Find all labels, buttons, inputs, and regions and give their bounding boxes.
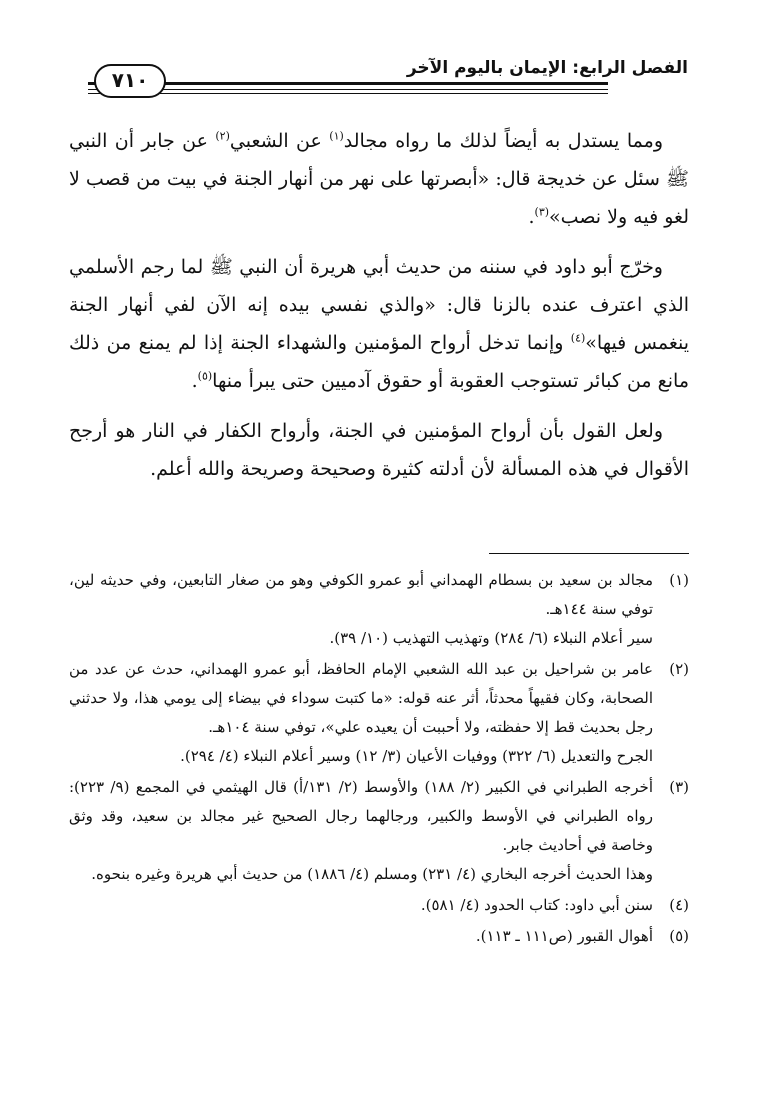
header-rule-thin [88,89,608,90]
text-run: . [528,206,535,228]
footnote-1 [69,566,689,653]
footnote-text: أهوال القبور (ص١١١ ـ ١١٣). [475,927,653,945]
footnote-2 [69,655,689,771]
chapter-title: الفصل الرابع: الإيمان باليوم الآخر [406,58,688,78]
footnote-ref-2[interactable]: (٢) [215,129,230,143]
text-run: وخرّج أبو داود في سننه من حديث أبي هريرة أن النبي ﷺ لما رجم الأسلمي الذي اعترف عنده بالزنا قال: «والذي نفسي بيده إنه الآن لفي أنهار الجنة ينغمس فيها» [69,256,690,354]
footnote-number: (٣) [669,778,689,796]
footnote-number: (٥) [669,927,689,945]
header-rule [88,82,608,85]
footnotes [69,566,689,953]
main-text [69,122,689,500]
text-run: ومما يستدل به أيضاً لذلك ما رواه مجالد [343,130,663,152]
paragraph-1 [69,122,689,236]
text-run: عن جابر أن النبي ﷺ سئل عن خديجة قال: «أبصرتها على نهر من أنهار الجنة في بيت من قصب لا لغو فيه ولا نصب» [69,130,689,228]
text-run: عن الشعبي [229,130,330,152]
footnote-text: عامر بن شراحيل بن عبد الله الشعبي الإمام الحافظ، أبو عمرو الهمداني، حدث عن عدد من الصحابة، وكان فقيهاً محدثاً، أثر عنه قوله: «ما كتبت سوداء في بيضاء إلى يومي هذا، ولا حدثني رجل بحديث قط إلا حفظته، ولا أحببت أن يعيده علي»، توفي سنة ١٠٤هـ. [69,660,653,736]
footnote-ref-4[interactable]: (٤) [570,331,586,345]
footnote-number: (٢) [669,660,689,678]
footnote-number: (١) [669,571,689,589]
page-header [88,52,688,98]
paragraph-2 [69,248,689,400]
footnote-ref-5[interactable]: (٥) [197,369,213,383]
footnote-text: سنن أبي داود: كتاب الحدود (٤/ ٥٨١). [420,896,653,914]
footnote-3 [69,773,689,889]
footnote-text: وهذا الحديث أخرجه البخاري (٤/ ٢٣١) ومسلم (٤/ ١٨٨٦) من حديث أبي هريرة وغيره بنحوه. [91,865,653,883]
footnote-text: سير أعلام النبلاء (٦/ ٢٨٤) وتهذيب التهذيب (١٠/ ٣٩). [329,629,653,647]
footnote-ref-3[interactable]: (٣) [534,205,550,219]
footnote-ref-1[interactable]: (١) [329,129,344,143]
text-run: وإنما تدخل أرواح المؤمنين والشهداء الجنة إذا لم يمنع من ذلك مانع من كبائر تستوجب العقوبة أو حقوق آدميين حتى يبرأ منها [69,332,689,392]
footnote-text: مجالد بن سعيد بن بسطام الهمداني أبو عمرو الكوفي وهو من صغار التابعين، وفي حديثه لين، توفي سنة ١٤٤هـ. [69,571,653,618]
footnote-text: الجرح والتعديل (٦/ ٣٢٢) ووفيات الأعيان (٣/ ١٢) وسير أعلام النبلاء (٤/ ٢٩٤). [180,747,653,765]
text-run: . [191,370,198,392]
footnote-number: (٤) [669,896,689,914]
header-rule-thin-2 [88,93,608,94]
page-number: ٧١٠ [94,64,166,98]
footnote-5 [69,922,689,951]
footnote-text: أخرجه الطبراني في الكبير (٢/ ١٨٨) والأوسط (٢/ ١٣١/أ) قال الهيثمي في المجمع (٩/ ٢٢٣): رواه الطبراني في الأوسط والكبير، ورجالهما رجال الصحيح غير مجالد بن سعيد، وقد وثق وخاصة في أحاديث جابر. [69,778,653,854]
footnote-separator [489,553,689,554]
footnote-4 [69,891,689,920]
paragraph-3: ولعل القول بأن أرواح المؤمنين في الجنة، وأرواح الكفار في النار هو أرجح الأقوال في هذه المسألة لأن أدلته كثيرة وصحيحة وصريحة والله أعلم. [69,420,689,480]
